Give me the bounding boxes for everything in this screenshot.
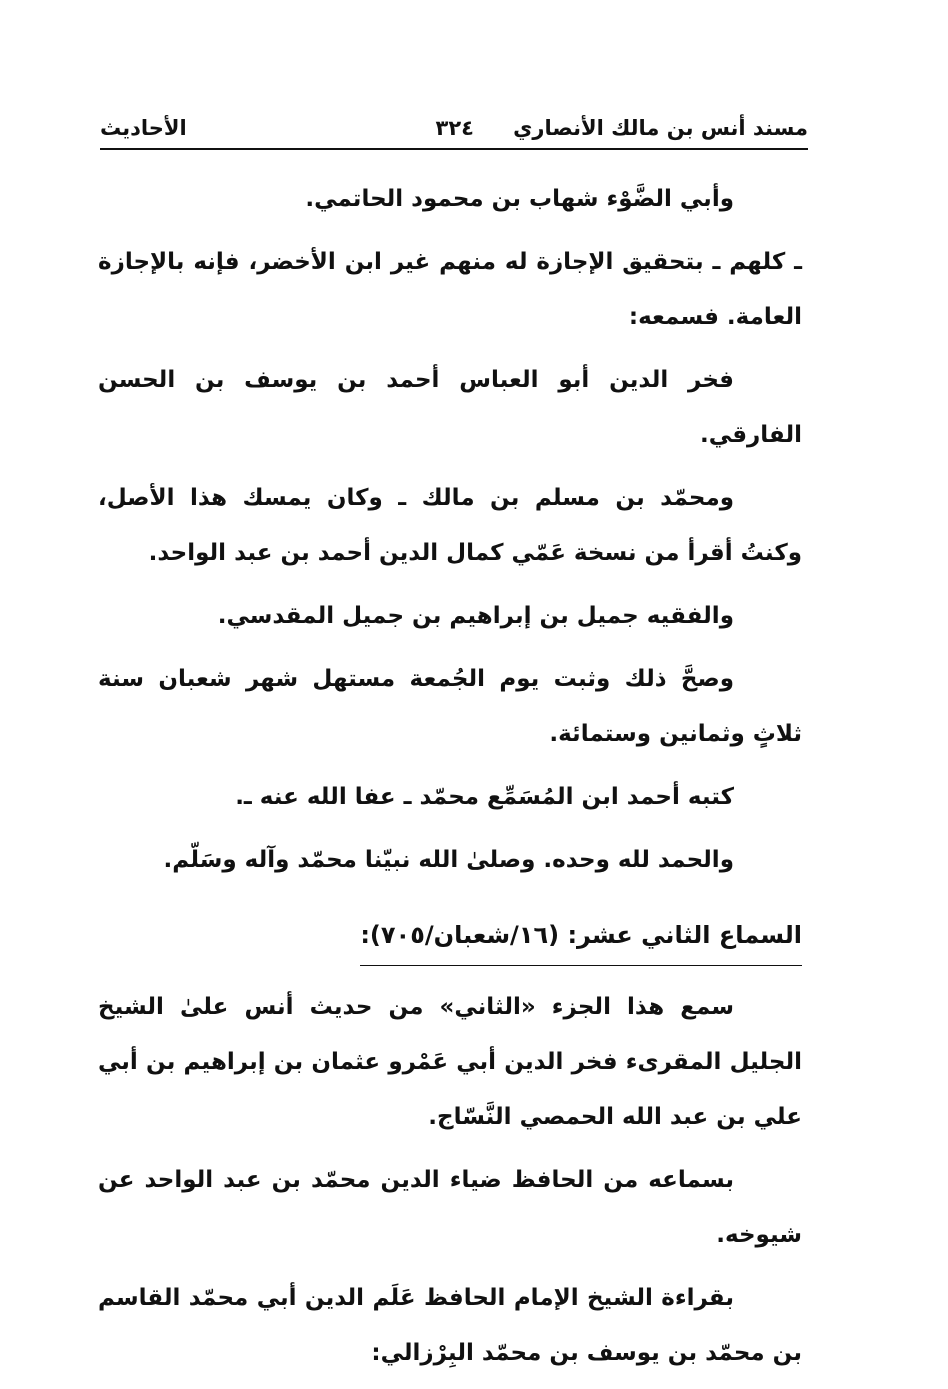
page-body [98,172,802,1389]
paragraph: وأبي الضَّوْء شهاب بن محمود الحاتمي. [305,186,734,212]
paragraph: فخر الدين أبو العباس أحمد بن يوسف بن الحسن الفارقي. [98,367,802,448]
paragraph: والحمد لله وحده. وصلىٰ الله نبيّنا محمّد وآله وسَلّم. [163,847,734,873]
paragraph: ومحمّد بن مسلم بن مالك ـ وكان يمسك هذا الأصل، وكنتُ أقرأ من نسخة عَمّي كمال الدين أحمد بن عبد الواحد. [98,485,802,566]
page-number: ٣٢٤ [435,116,474,140]
section-heading-line [98,896,802,972]
paragraph: والفقيه جميل بن إبراهيم بن جميل المقدسي. [217,603,734,629]
paragraph: سمع هذا الجزء «الثاني» من حديث أنس علىٰ الشيخ الجليل المقرىء فخر الدين أبي عَمْرو عثمان بن إبراهيم بن أبي علي بن عبد الله الحمصي النَّسّاج. [98,994,802,1130]
paragraph: وصحَّ ذلك وثبت يوم الجُمعة مستهل شهر شعبان سنة ثلاثٍ وثمانين وستمائة. [98,666,802,747]
section-heading: السماع الثاني عشر: (١٦/شعبان/٧٠٥): [360,908,802,966]
paragraph: ـ كلهم ـ بتحقيق الإجازة له منهم غير ابن الأخضر، فإنه بالإجازة العامة. فسمعه: [98,249,802,330]
running-header [100,110,808,150]
section-title: الأحاديث [100,116,187,140]
header-divider [100,148,808,150]
paragraph: كتبه أحمد ابن المُسَمِّع محمّد ـ عفا الله عنه ـ. [235,784,734,810]
paragraph: بقراءة الشيخ الإمام الحافظ عَلَم الدين أبي محمّد القاسم بن محمّد بن يوسف بن محمّد البِرْزالي: [98,1285,802,1366]
paragraph: بسماعه من الحافظ ضياء الدين محمّد بن عبد الواحد عن شيوخه. [98,1167,802,1248]
book-title: مسند أنس بن مالك الأنصاري [513,116,808,140]
